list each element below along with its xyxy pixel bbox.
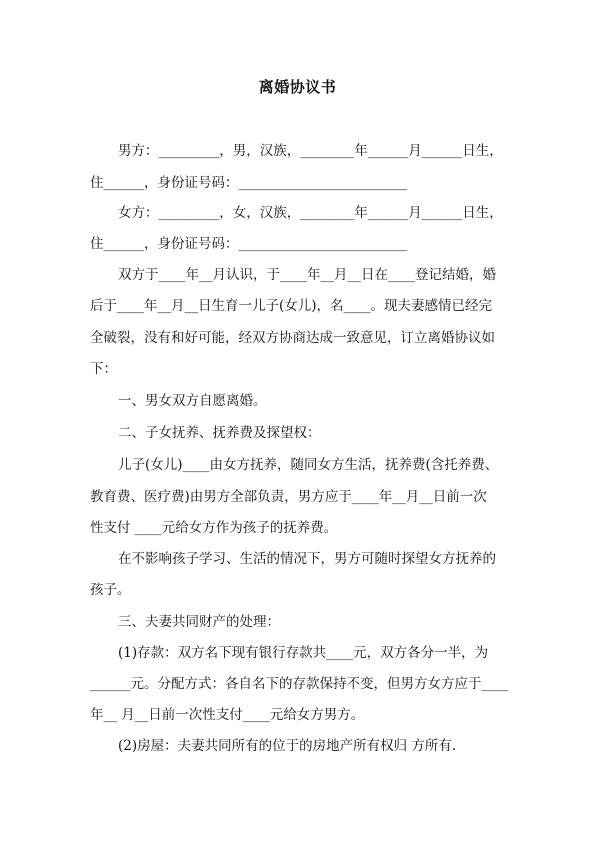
visitation-line-2: 孩子。: [90, 582, 131, 598]
clause-3-heading: 三、夫妻共同财产的处理：: [118, 614, 280, 630]
child-support-line-3: 性支付 ____元给女方作为孩子的抚养费。: [90, 520, 338, 536]
deposit-line-1: (1)存款：双方名下现有银行存款共____元，双方各分一半，为: [118, 645, 489, 661]
clause-1: 一、男女双方自愿离婚。: [118, 393, 267, 409]
child-support-line-2: 教育费、医疗费)由男方全部负责，男方应于____年__月__日前一次: [90, 489, 487, 505]
child-support-line-1: 儿子(女儿)____由女方抚养，随同女方生活，抚养费(含托养费、: [118, 457, 499, 473]
background-paragraph-line-4: 下：: [90, 361, 117, 377]
clause-2-heading: 二、子女抚养、抚养费及探望权：: [118, 425, 321, 441]
deposit-line-2: ______元。分配方式：各自名下的存款保持不变，但男方女方应于____: [90, 676, 509, 692]
background-paragraph-line-3: 全破裂，没有和好可能，经双方协商达成一致意见，订立离婚协议如: [90, 330, 495, 346]
female-party-line-1: 女方：_________，女，汉族，________年______月______日生，: [118, 205, 503, 221]
visitation-line-1: 在不影响孩子学习、生活的情况下，男方可随时探望女方抚养的: [118, 551, 496, 567]
property-line-1: (2)房屋：夫妻共同所有的位于的房地产所有权归 方所有.: [118, 738, 457, 754]
male-party-line-2: 住______，身份证号码：_________________________: [90, 175, 408, 191]
background-paragraph-line-1: 双方于____年__月认识，于____年__月__日在____登记结婚，婚: [118, 267, 496, 283]
deposit-line-3: 年__ 月__日前一次性支付____元给女方男方。: [90, 707, 365, 723]
background-paragraph-line-2: 后于____年__月__日生育一儿子(女儿)，名____。现夫妻感情已经完: [90, 298, 493, 314]
male-party-line-1: 男方：_________，男，汉族，________年______月______日生，: [118, 143, 503, 159]
document-title: 离婚协议书: [258, 78, 337, 96]
female-party-line-2: 住______，身份证号码：_________________________: [90, 236, 408, 252]
